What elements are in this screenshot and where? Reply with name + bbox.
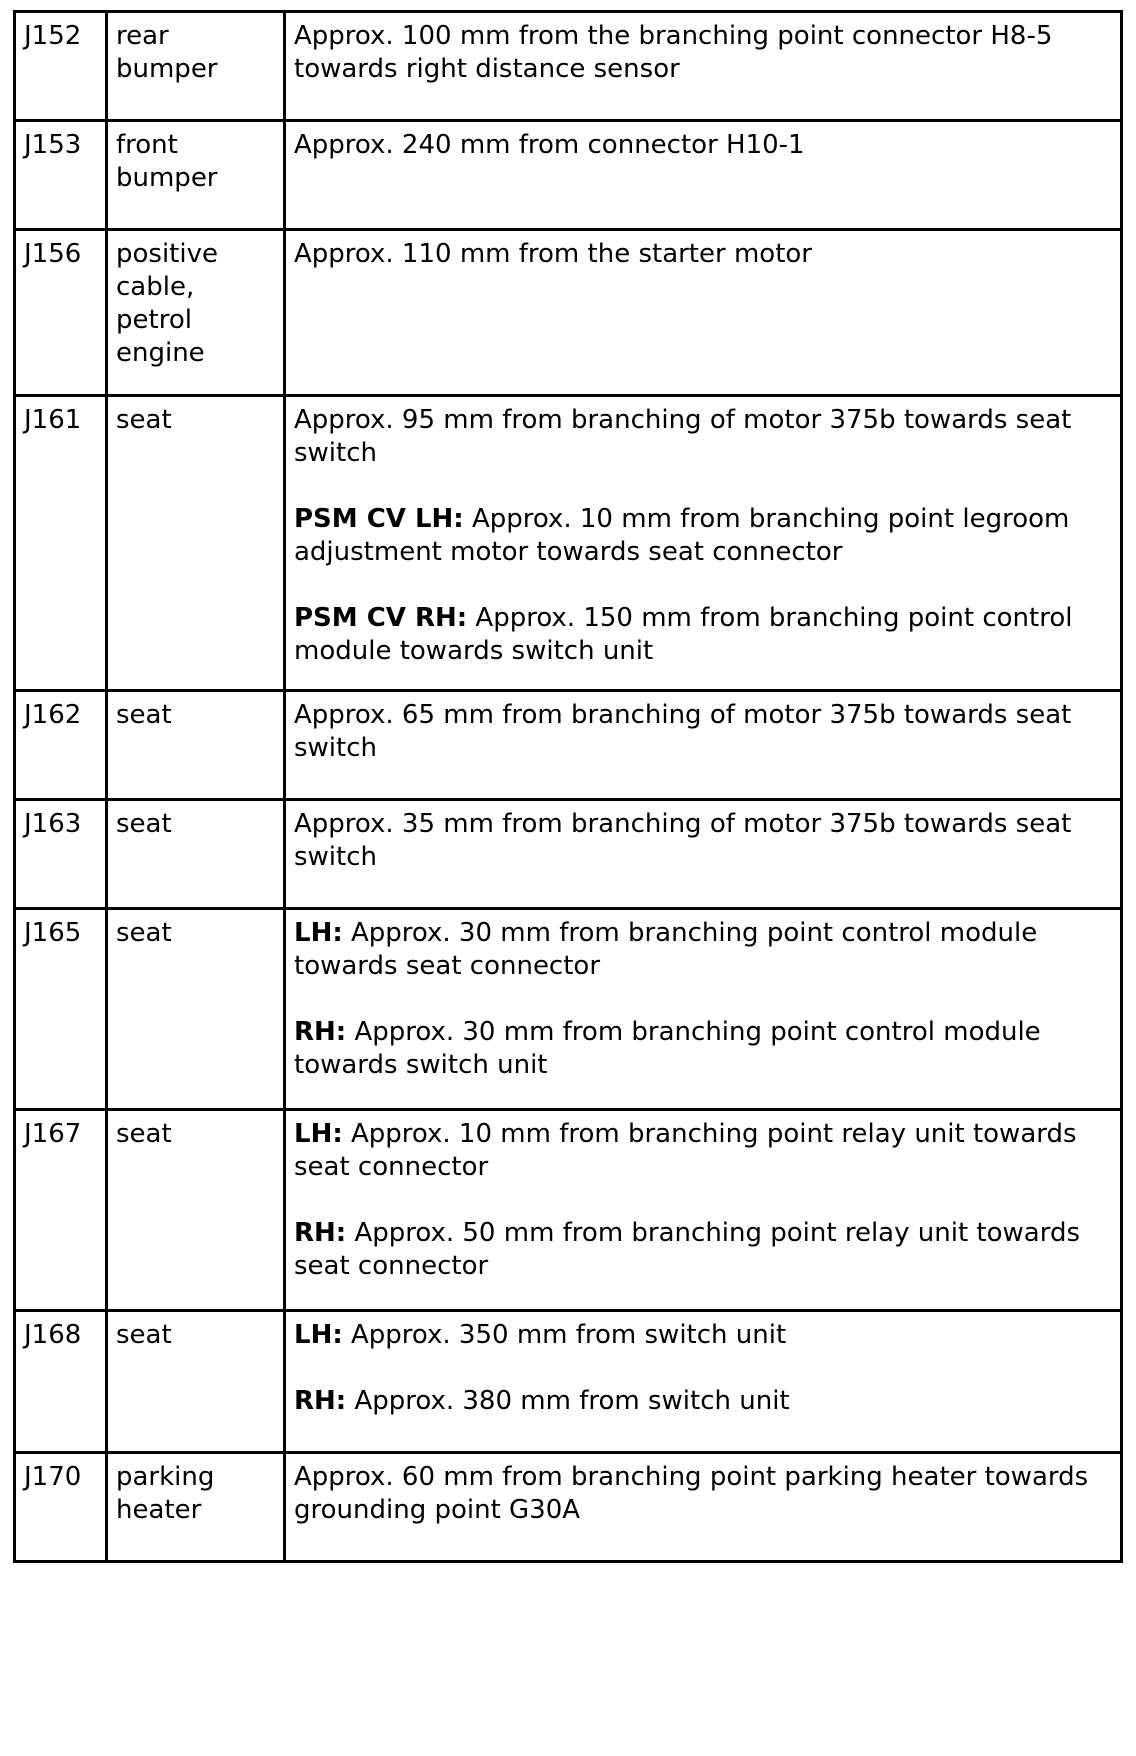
side-label: PSM CV RH:: [294, 603, 468, 633]
description-paragraph: [294, 917, 1112, 983]
description-text: Approx. 350 mm from switch unit: [342, 1320, 787, 1350]
table-row: [15, 12, 1122, 121]
connector-description-cell: [285, 230, 1122, 396]
description-text: Approx. 95 mm from branching of motor 375b towards seat switch: [294, 405, 1072, 468]
description-paragraph: [294, 404, 1112, 470]
description-text: Approx. 65 mm from branching of motor 375b towards seat switch: [294, 700, 1072, 763]
table-row: [15, 1311, 1122, 1453]
connector-id-cell: J161: [15, 396, 107, 691]
connector-description-cell: [285, 1311, 1122, 1453]
connector-id-cell: J168: [15, 1311, 107, 1453]
table-row: [15, 1110, 1122, 1311]
connector-location-cell: parking heater: [107, 1453, 285, 1562]
description-paragraph: [294, 238, 1112, 271]
description-text: Approx. 60 mm from branching point parking heater towards grounding point G30A: [294, 1462, 1089, 1525]
connector-location-cell: positive cable, petrol engine: [107, 230, 285, 396]
connector-description-cell: [285, 691, 1122, 800]
description-text: Approx. 30 mm from branching point control module towards seat connector: [294, 918, 1038, 981]
description-paragraph: [294, 699, 1112, 765]
connector-description-cell: [285, 1453, 1122, 1562]
side-label: RH:: [294, 1218, 347, 1248]
connector-id-cell: J165: [15, 909, 107, 1110]
table-row: [15, 230, 1122, 396]
description-text: Approx. 35 mm from branching of motor 375b towards seat switch: [294, 809, 1072, 872]
connector-id-cell: J153: [15, 121, 107, 230]
description-text: Approx. 10 mm from branching point relay unit towards seat connector: [294, 1119, 1077, 1182]
side-label: LH:: [294, 918, 343, 948]
description-paragraph: [294, 1385, 1112, 1418]
side-label: LH:: [294, 1320, 343, 1350]
description-text: Approx. 380 mm from switch unit: [346, 1386, 790, 1416]
connector-description-cell: [285, 121, 1122, 230]
table-row: [15, 1453, 1122, 1562]
connector-location-cell: seat: [107, 691, 285, 800]
connector-id-cell: J170: [15, 1453, 107, 1562]
connector-id-cell: J163: [15, 800, 107, 909]
connector-id-cell: J156: [15, 230, 107, 396]
side-label: RH:: [294, 1386, 347, 1416]
connector-description-cell: [285, 396, 1122, 691]
table-row: [15, 396, 1122, 691]
side-label: PSM CV LH:: [294, 504, 464, 534]
connector-location-table: [13, 10, 1123, 1563]
connector-id-cell: J167: [15, 1110, 107, 1311]
description-paragraph: [294, 20, 1112, 86]
description-text: Approx. 100 mm from the branching point connector H8-5 towards right distance sensor: [294, 21, 1053, 84]
description-text: Approx. 50 mm from branching point relay unit towards seat connector: [294, 1218, 1080, 1281]
description-paragraph: [294, 808, 1112, 874]
connector-id-cell: J152: [15, 12, 107, 121]
description-text: Approx. 10 mm from branching point legroom adjustment motor towards seat connector: [294, 504, 1070, 567]
connector-location-cell: seat: [107, 909, 285, 1110]
table-row: [15, 800, 1122, 909]
table-row: [15, 691, 1122, 800]
connector-location-cell: seat: [107, 396, 285, 691]
description-paragraph: [294, 129, 1112, 162]
connector-description-cell: [285, 12, 1122, 121]
side-label: RH:: [294, 1017, 347, 1047]
table-body: [15, 12, 1122, 1562]
connector-location-cell: rear bumper: [107, 12, 285, 121]
description-text: Approx. 150 mm from branching point control module towards switch unit: [294, 603, 1073, 666]
connector-description-cell: [285, 909, 1122, 1110]
connector-location-cell: seat: [107, 800, 285, 909]
connector-location-cell: seat: [107, 1311, 285, 1453]
connector-description-cell: [285, 1110, 1122, 1311]
connector-id-cell: J162: [15, 691, 107, 800]
connector-description-cell: [285, 800, 1122, 909]
description-paragraph: [294, 602, 1112, 668]
table-row: [15, 909, 1122, 1110]
description-paragraph: [294, 1016, 1112, 1082]
description-paragraph: [294, 1461, 1112, 1527]
description-paragraph: [294, 1319, 1112, 1352]
table-row: [15, 121, 1122, 230]
description-paragraph: [294, 1217, 1112, 1283]
description-paragraph: [294, 503, 1112, 569]
description-text: Approx. 30 mm from branching point control module towards switch unit: [294, 1017, 1041, 1080]
description-text: Approx. 110 mm from the starter motor: [294, 239, 812, 269]
connector-location-cell: seat: [107, 1110, 285, 1311]
description-text: Approx. 240 mm from connector H10-1: [294, 130, 805, 160]
description-paragraph: [294, 1118, 1112, 1184]
side-label: LH:: [294, 1119, 343, 1149]
connector-location-cell: front bumper: [107, 121, 285, 230]
